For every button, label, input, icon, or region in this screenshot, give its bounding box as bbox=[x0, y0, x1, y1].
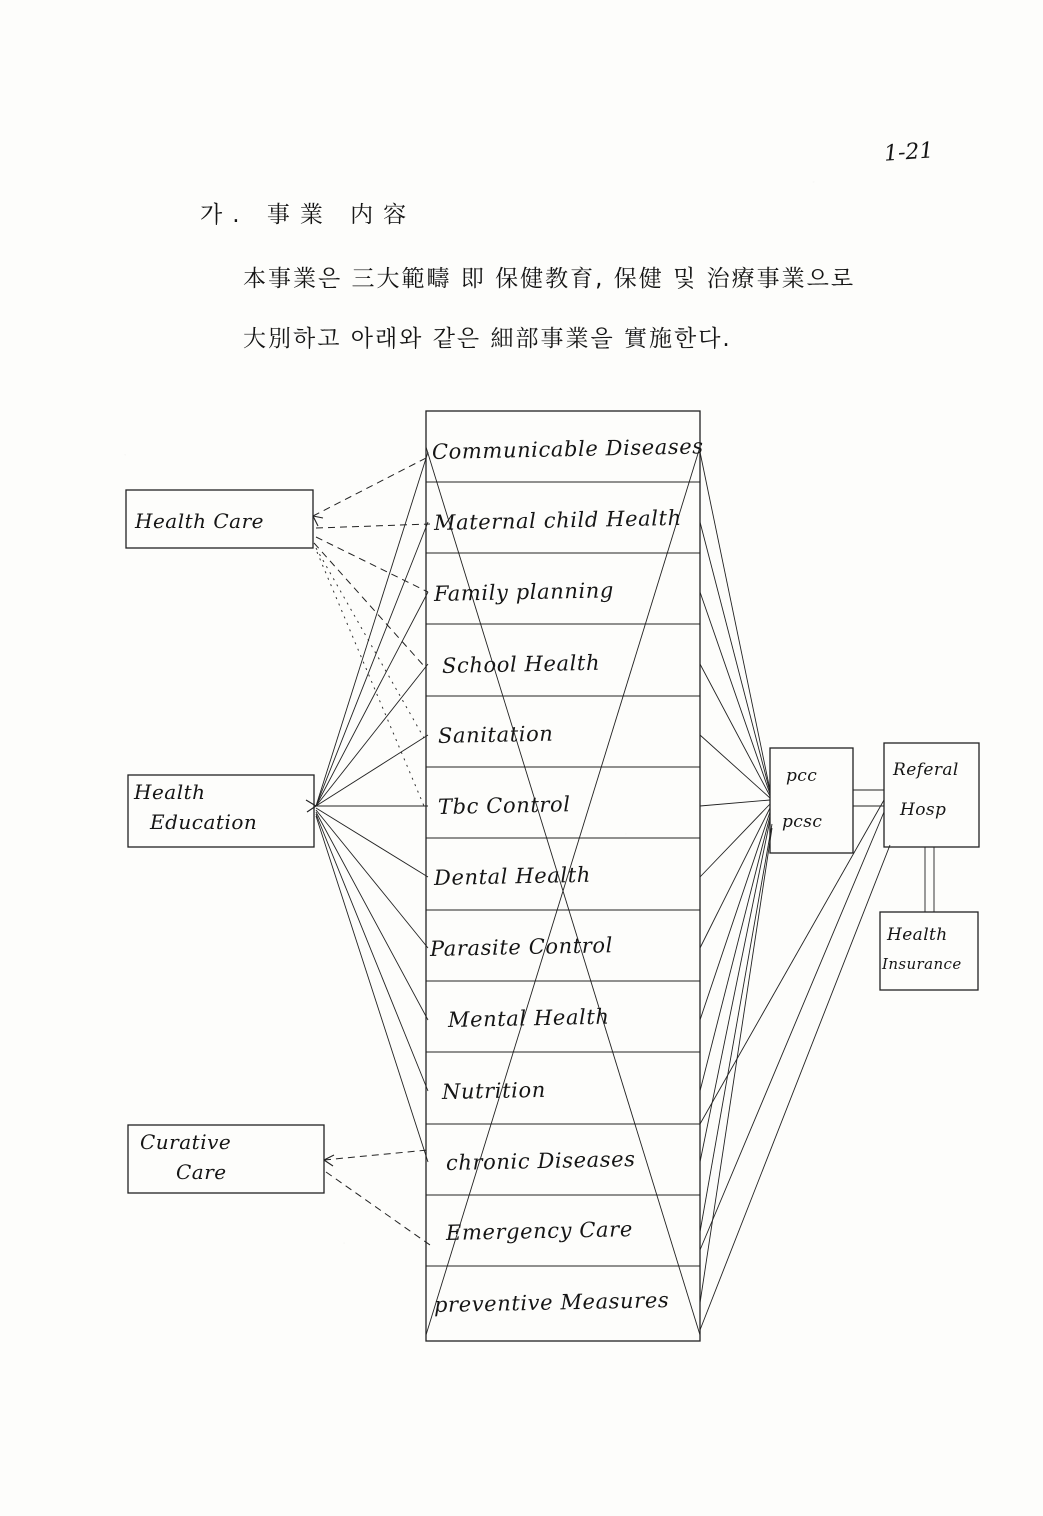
service-item-3: Family planning bbox=[433, 578, 615, 606]
node-label-health-insurance-line1: Health bbox=[887, 925, 948, 945]
links-health-education bbox=[306, 452, 428, 1162]
service-item-8: Parasite Control bbox=[429, 933, 614, 961]
service-item-11: chronic Diseases bbox=[445, 1147, 636, 1175]
service-item-7: Dental Health bbox=[433, 862, 592, 890]
page-number: 1-21 bbox=[882, 138, 934, 167]
node-label-pcsc: pcsc bbox=[782, 812, 823, 832]
links-referral-hospital bbox=[700, 790, 934, 1330]
service-item-12: Emergency Care bbox=[445, 1217, 634, 1245]
service-item-2: Maternal child Health bbox=[433, 505, 682, 535]
section-heading: 가. 事業 内容 bbox=[200, 202, 417, 228]
service-item-4: School Health bbox=[441, 650, 601, 678]
service-item-6: Tbc Control bbox=[437, 792, 571, 819]
body-text-line-1: 本事業은 三大範疇 即 保健教育, 保健 및 治療事業으로 bbox=[243, 266, 856, 292]
service-item-1: Communicable Diseases bbox=[431, 434, 704, 464]
node-label-hospital: Hosp bbox=[900, 800, 947, 820]
left-node-boxes bbox=[126, 490, 324, 1193]
node-label-health-education-line2: Education bbox=[150, 810, 258, 834]
node-label-health-care: Health Care bbox=[135, 509, 264, 533]
links-to-pcc bbox=[700, 452, 772, 1303]
service-item-10: Nutrition bbox=[441, 1077, 547, 1104]
node-label-health-insurance-line2: Insurance bbox=[882, 955, 962, 973]
body-text-line-2: 大別하고 아래와 같은 細部事業을 實施한다. bbox=[243, 326, 732, 352]
node-label-curative-care-line2: Care bbox=[176, 1160, 227, 1184]
node-label-curative-care-line1: Curative bbox=[140, 1130, 232, 1154]
service-item-13: preventive Measures bbox=[433, 1288, 670, 1317]
service-item-9: Mental Health bbox=[447, 1004, 610, 1032]
service-item-5: Sanitation bbox=[437, 721, 554, 748]
node-label-referral: Referal bbox=[893, 760, 959, 780]
links-curative-care bbox=[324, 1150, 430, 1245]
node-label-health-education-line1: Health bbox=[134, 780, 206, 804]
node-label-pcc: pcc bbox=[786, 766, 818, 786]
